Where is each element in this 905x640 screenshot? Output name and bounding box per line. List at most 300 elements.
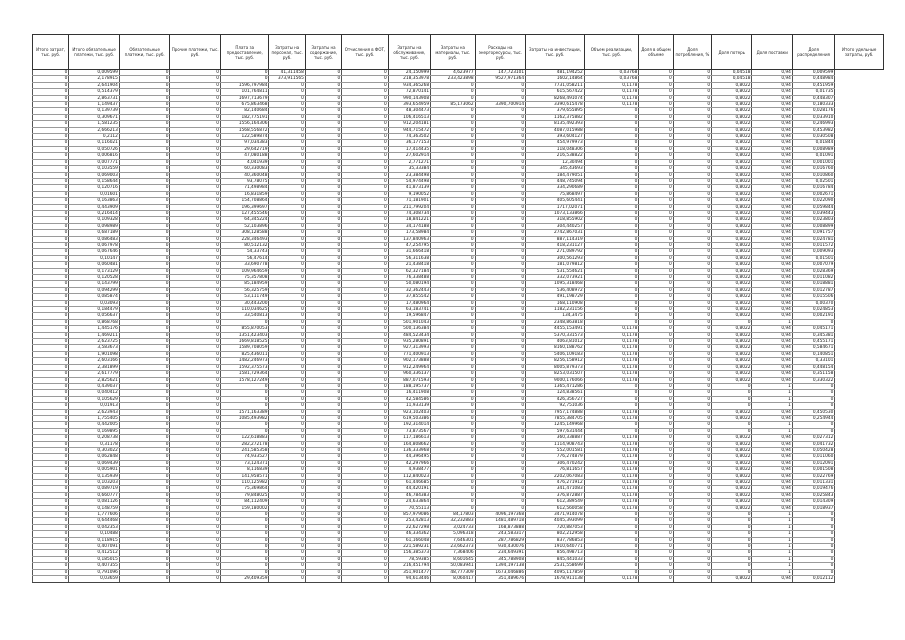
table-cell: 0 xyxy=(269,153,305,159)
table-cell: 0 xyxy=(170,268,221,274)
table-cell: 0,514379 xyxy=(69,89,120,95)
table-cell: 0,8022 xyxy=(712,217,752,223)
table-cell: 0 xyxy=(639,70,673,76)
table-cell: 0 xyxy=(431,198,475,204)
table-cell: 0 xyxy=(639,345,673,351)
table-cell: 0 xyxy=(475,140,526,146)
table-cell: 930,430076 xyxy=(475,544,526,550)
table-cell: 0 xyxy=(673,383,711,389)
table-cell: 2531,558699 xyxy=(526,563,585,569)
table-cell: 0 xyxy=(475,435,526,441)
table-cell: 0 xyxy=(673,146,711,152)
table-cell: 0 xyxy=(119,287,170,293)
table-cell: 0 xyxy=(305,569,341,575)
table-cell: 1678,911138 xyxy=(526,576,585,582)
table-cell: 0 xyxy=(305,556,341,562)
table-cell: 70,55113 xyxy=(388,505,430,511)
table-cell: 0 xyxy=(342,249,388,255)
table-cell: 0 xyxy=(431,166,475,172)
table-cell: 0 xyxy=(431,217,475,223)
table-cell: 0 xyxy=(305,492,341,498)
table-cell: 0 xyxy=(584,191,639,197)
table-cell: 110,034625 xyxy=(220,307,269,313)
table-cell: 0 xyxy=(639,230,673,236)
table-cell: 0 xyxy=(792,569,834,575)
table-cell: 1 xyxy=(752,383,792,389)
table-cell: 0,018937 xyxy=(792,505,834,511)
table-cell: 0 xyxy=(475,198,526,204)
table-cell: 935,280891 xyxy=(388,339,430,345)
table-cell: 0 xyxy=(431,255,475,261)
table-cell: 0 xyxy=(431,178,475,184)
table-cell: 0 xyxy=(639,89,673,95)
table-cell: 845,441033 xyxy=(526,556,585,562)
table-cell: 0 xyxy=(119,242,170,248)
table-cell: 0,8022 xyxy=(712,153,752,159)
table-cell: 0,069003 xyxy=(69,172,120,178)
table-cell: 0 xyxy=(639,358,673,364)
table-cell: 0 xyxy=(639,332,673,338)
table-cell: 0,024781 xyxy=(792,236,834,242)
table-cell: 0 xyxy=(639,486,673,492)
table-cell: 164,808662 xyxy=(388,441,430,447)
table-cell: 0,022090 xyxy=(792,198,834,204)
table-cell: 0 xyxy=(33,307,69,313)
table-cell: 0 xyxy=(584,518,639,524)
table-cell: 0 xyxy=(170,428,221,434)
table-cell: 0 xyxy=(220,569,269,575)
table-cell: 0 xyxy=(475,441,526,447)
table-cell: 8253,031507 xyxy=(526,371,585,377)
table-cell: 0 xyxy=(342,460,388,466)
table-cell: 0 xyxy=(342,217,388,223)
table-cell: 0 xyxy=(342,531,388,537)
table-cell: 0 xyxy=(119,332,170,338)
table-cell: 0 xyxy=(639,191,673,197)
table-cell: 0 xyxy=(673,249,711,255)
table-cell: 1717,02071 xyxy=(526,204,585,210)
table-cell: 41,873139 xyxy=(388,185,430,191)
table-cell: 50,080194 xyxy=(388,281,430,287)
table-cell: 0 xyxy=(119,204,170,210)
table-cell: 0,1178 xyxy=(584,492,639,498)
table-cell: 0,1178 xyxy=(584,339,639,345)
table-cell: 1 xyxy=(752,550,792,556)
table-cell: 0 xyxy=(33,108,69,114)
table-cell: 0,1178 xyxy=(584,435,639,441)
table-cell: 345,43693 xyxy=(526,166,585,172)
table-cell: 0 xyxy=(639,313,673,319)
table-cell: 0,059844 xyxy=(792,204,834,210)
table-cell: 0 xyxy=(475,89,526,95)
table-cell: 0 xyxy=(269,230,305,236)
table-cell: 0 xyxy=(119,576,170,582)
column-header: Затраты на материалы, тыс. руб. xyxy=(431,35,475,70)
table-cell: 0 xyxy=(119,358,170,364)
table-cell: 0 xyxy=(305,166,341,172)
table-cell: 0 xyxy=(269,486,305,492)
table-cell: 484,523434 xyxy=(388,332,430,338)
table-cell: 0,453982 xyxy=(792,127,834,133)
table-cell: 0 xyxy=(170,326,221,332)
table-cell: 990,143908 xyxy=(388,95,430,101)
table-cell: 0 xyxy=(475,114,526,120)
table-cell: 0,868768 xyxy=(69,319,120,325)
table-cell: 0 xyxy=(305,204,341,210)
table-cell: 0,94 xyxy=(752,102,792,108)
table-cell: 0 xyxy=(673,172,711,178)
table-cell: 0 xyxy=(584,134,639,140)
table-cell: 0 xyxy=(342,563,388,569)
table-cell: 0,448154 xyxy=(792,364,834,370)
table-cell: 0 xyxy=(119,550,170,556)
table-cell: 0 xyxy=(305,159,341,165)
table-cell: 0 xyxy=(475,153,526,159)
table-cell: 0,027312 xyxy=(792,435,834,441)
table-cell: 4455,153491 xyxy=(526,326,585,332)
table-cell: 85,173062 xyxy=(431,102,475,108)
table-cell: 282,272178 xyxy=(220,441,269,447)
table-cell: 0 xyxy=(342,403,388,409)
table-cell: 0 xyxy=(673,396,711,402)
table-cell: 52,103896 xyxy=(220,223,269,229)
table-cell: 7731,058211 xyxy=(526,82,585,88)
table-cell: 0 xyxy=(305,172,341,178)
table-cell: 0 xyxy=(792,531,834,537)
table-cell: 0 xyxy=(119,422,170,428)
table-cell: 0 xyxy=(712,383,752,389)
table-cell: 0,94 xyxy=(752,326,792,332)
table-cell: 0 xyxy=(119,114,170,120)
table-cell: 0,8022 xyxy=(712,499,752,505)
table-cell: 0 xyxy=(673,82,711,88)
table-cell: 0 xyxy=(119,313,170,319)
table-cell: 0 xyxy=(584,307,639,313)
table-cell: 0 xyxy=(33,351,69,357)
table-cell: 0 xyxy=(170,550,221,556)
table-cell: 0 xyxy=(639,518,673,524)
table-cell: 912,204181 xyxy=(388,121,430,127)
table-cell: 0 xyxy=(170,70,221,76)
table-cell: 0,050428 xyxy=(792,447,834,453)
table-cell: 0 xyxy=(33,332,69,338)
table-cell: 0,94 xyxy=(752,121,792,127)
table-cell: 0,94 xyxy=(752,371,792,377)
table-cell: 0 xyxy=(119,166,170,172)
table-cell: 0 xyxy=(305,512,341,518)
table-cell: 0 xyxy=(639,403,673,409)
table-cell: 0,94 xyxy=(752,492,792,498)
table-cell: 0,1178 xyxy=(584,486,639,492)
table-cell: 0 xyxy=(639,140,673,146)
table-cell: 0 xyxy=(33,319,69,325)
table-cell: 0 xyxy=(170,383,221,389)
table-cell: 0 xyxy=(220,422,269,428)
table-cell: 0 xyxy=(220,537,269,543)
table-cell: 0,94 xyxy=(752,191,792,197)
table-cell: 0 xyxy=(475,480,526,486)
table-cell: 0 xyxy=(639,563,673,569)
table-cell: 0 xyxy=(119,198,170,204)
table-cell: 241,585358 xyxy=(220,447,269,453)
table-cell: 0,8022 xyxy=(712,95,752,101)
table-cell: 597,631444 xyxy=(526,428,585,434)
table-cell: 0 xyxy=(305,460,341,466)
table-cell: 0 xyxy=(584,428,639,434)
table-cell: 0 xyxy=(584,153,639,159)
table-cell: 0,94 xyxy=(752,242,792,248)
table-cell: 0 xyxy=(305,210,341,216)
table-cell: 0 xyxy=(475,287,526,293)
table-cell: 0 xyxy=(119,191,170,197)
table-cell: 0 xyxy=(712,544,752,550)
table-cell: 0 xyxy=(639,146,673,152)
table-cell: 0 xyxy=(220,550,269,556)
table-cell: 0 xyxy=(673,185,711,191)
table-cell: 73,124371 xyxy=(220,460,269,466)
table-cell: 0 xyxy=(269,537,305,543)
table-cell: 418,231127 xyxy=(526,242,585,248)
table-cell: 0,002671 xyxy=(792,191,834,197)
table-cell: 0 xyxy=(305,223,341,229)
table-cell: 0 xyxy=(33,89,69,95)
table-cell: 0 xyxy=(475,409,526,415)
table-cell: 243,583317 xyxy=(475,531,526,537)
table-cell: 0 xyxy=(170,460,221,466)
table-cell: 0 xyxy=(475,454,526,460)
table-cell: 0,028369 xyxy=(792,268,834,274)
table-cell: 0,8022 xyxy=(712,262,752,268)
table-cell: 0 xyxy=(431,339,475,345)
table-cell: 0 xyxy=(33,435,69,441)
table-cell: 0 xyxy=(305,524,341,530)
table-cell: 0 xyxy=(119,480,170,486)
table-cell: 0 xyxy=(584,300,639,306)
table-cell: 64,345224 xyxy=(220,217,269,223)
table-cell: 771,400913 xyxy=(388,351,430,357)
table-cell: 0 xyxy=(33,134,69,140)
table-cell: 0 xyxy=(639,371,673,377)
table-cell: 48,304473 xyxy=(388,108,430,114)
table-cell: 0 xyxy=(342,223,388,229)
table-cell: 0 xyxy=(712,537,752,543)
table-cell: 0 xyxy=(269,326,305,332)
table-cell: 379,655895 xyxy=(526,108,585,114)
table-cell: 0,8022 xyxy=(712,204,752,210)
table-cell: 0 xyxy=(170,230,221,236)
table-cell: 0 xyxy=(305,435,341,441)
table-cell: 0,006816 xyxy=(69,153,120,159)
table-cell: 61,166048 xyxy=(388,537,430,543)
table-cell: 0 xyxy=(33,70,69,76)
table-cell: 0 xyxy=(170,556,221,562)
table-cell: 334,290689 xyxy=(526,185,585,191)
table-cell: 1162,375882 xyxy=(526,114,585,120)
table-cell: 0 xyxy=(431,415,475,421)
table-cell: 0,94 xyxy=(752,230,792,236)
table-cell: 0,062848 xyxy=(69,454,120,460)
table-cell: 0 xyxy=(269,396,305,402)
table-cell: 855,870053 xyxy=(220,326,269,332)
table-cell: 0 xyxy=(584,249,639,255)
table-cell: 0 xyxy=(342,492,388,498)
table-cell: 2,863731 xyxy=(69,95,120,101)
table-cell: 8,601645 xyxy=(431,556,475,562)
table-cell: 0,33101 xyxy=(792,358,834,364)
table-cell: 0 xyxy=(305,544,341,550)
table-cell: 0 xyxy=(33,518,69,524)
column-header: Доля поставки xyxy=(752,35,792,70)
table-cell: 0 xyxy=(305,377,341,383)
table-cell: 0 xyxy=(673,313,711,319)
table-cell: 0 xyxy=(170,223,221,229)
table-cell: 0 xyxy=(673,255,711,261)
table-cell: 46,784383 xyxy=(388,492,430,498)
table-cell: 0 xyxy=(33,210,69,216)
table-cell: 0 xyxy=(33,275,69,281)
table-cell: 0 xyxy=(170,319,221,325)
table-cell: 0 xyxy=(431,108,475,114)
table-cell: 536,408972 xyxy=(526,287,585,293)
table-cell: 0,94 xyxy=(752,249,792,255)
table-cell: 0 xyxy=(170,576,221,582)
table-cell: 1 xyxy=(752,524,792,530)
table-cell: 0,069439 xyxy=(69,460,120,466)
table-cell: 0 xyxy=(269,428,305,434)
table-cell: 0 xyxy=(342,140,388,146)
table-cell: 0 xyxy=(475,121,526,127)
table-cell: 0 xyxy=(119,102,170,108)
table-cell: 0 xyxy=(673,371,711,377)
table-cell: 0 xyxy=(431,473,475,479)
table-cell: 0 xyxy=(170,236,221,242)
table-cell: 0,030508 xyxy=(792,134,834,140)
table-cell: 181,079812 xyxy=(526,262,585,268)
table-cell: 0 xyxy=(639,550,673,556)
table-cell: 0,011572 xyxy=(792,242,834,248)
table-cell: 0 xyxy=(269,371,305,377)
table-cell: 0,687189 xyxy=(69,230,120,236)
table-cell: 0 xyxy=(639,255,673,261)
table-cell: 29,409359 xyxy=(220,576,269,582)
table-cell: 71,498984 xyxy=(220,185,269,191)
table-cell: 0,025843 xyxy=(792,492,834,498)
table-cell: 1,149437 xyxy=(69,102,120,108)
table-cell: 0 xyxy=(475,383,526,389)
table-cell: 0 xyxy=(584,268,639,274)
table-cell: 0 xyxy=(584,550,639,556)
table-cell: 0 xyxy=(431,351,475,357)
table-cell: 0,1178 xyxy=(584,82,639,88)
table-cell: 0 xyxy=(431,428,475,434)
table-cell: 0,2112 xyxy=(69,134,120,140)
table-cell: 0 xyxy=(673,70,711,76)
table-cell: 0,02501 xyxy=(792,178,834,184)
table-cell: 84,112409 xyxy=(220,499,269,505)
table-cell: 0,94 xyxy=(752,332,792,338)
table-cell: 1,901098 xyxy=(69,351,120,357)
table-cell: 0 xyxy=(269,146,305,152)
table-cell: 0 xyxy=(119,556,170,562)
column-header: Итого обязательные платежи, тыс. руб. xyxy=(69,35,120,70)
table-cell: 0 xyxy=(342,390,388,396)
table-cell: 0 xyxy=(33,230,69,236)
table-cell: 0 xyxy=(342,454,388,460)
table-cell: 0,01913 xyxy=(69,403,120,409)
table-cell: 0 xyxy=(220,531,269,537)
table-cell: 196,399697 xyxy=(220,204,269,210)
table-cell: 0 xyxy=(431,403,475,409)
table-cell: 0,03768 xyxy=(584,70,639,76)
table-cell: 0 xyxy=(119,460,170,466)
table-cell: 1581,729364 xyxy=(220,371,269,377)
table-cell: 0 xyxy=(170,294,221,300)
table-cell: 0 xyxy=(33,383,69,389)
table-cell: 0,012112 xyxy=(792,576,834,582)
table-cell: 0 xyxy=(33,467,69,473)
table-cell: 0,94 xyxy=(752,114,792,120)
table-cell: 0,94 xyxy=(752,172,792,178)
table-cell: 0,185015 xyxy=(69,556,120,562)
table-cell: 0 xyxy=(33,447,69,453)
table-cell: 0,1178 xyxy=(584,364,639,370)
table-cell: 137,840963 xyxy=(388,236,430,242)
table-cell: 0 xyxy=(305,281,341,287)
table-cell: 0 xyxy=(475,223,526,229)
table-cell: 0 xyxy=(170,313,221,319)
table-cell: 360,338887 xyxy=(526,435,585,441)
table-cell: 253,42813 xyxy=(388,518,430,524)
table-cell: 1481,489718 xyxy=(475,518,526,524)
table-cell: 0 xyxy=(119,441,170,447)
table-cell: 0,8022 xyxy=(712,255,752,261)
table-cell: 1394,197138 xyxy=(475,563,526,569)
table-cell: 0,04518 xyxy=(712,70,752,76)
table-cell: 4045,393099 xyxy=(526,518,585,524)
table-cell: 0 xyxy=(33,569,69,575)
table-cell: 0 xyxy=(584,127,639,133)
table-cell: 0,028176 xyxy=(792,108,834,114)
table-cell: 0 xyxy=(639,114,673,120)
table-cell: 5406,109183 xyxy=(526,351,585,357)
table-cell: 856,498713 xyxy=(526,550,585,556)
table-cell: 0,1178 xyxy=(584,332,639,338)
table-cell: 48,777309 xyxy=(431,569,475,575)
table-cell: 0 xyxy=(342,236,388,242)
table-cell: 0 xyxy=(170,121,221,127)
table-cell: 0 xyxy=(33,102,69,108)
table-cell: 50,083941 xyxy=(431,563,475,569)
table-cell: 1 xyxy=(752,563,792,569)
table-cell: 0,94 xyxy=(752,223,792,229)
table-cell: 0 xyxy=(639,415,673,421)
table-cell: 0 xyxy=(305,185,341,191)
table-cell: 0 xyxy=(119,351,170,357)
table-cell: 0 xyxy=(342,351,388,357)
table-cell: 0,94 xyxy=(752,358,792,364)
table-cell: 0 xyxy=(475,403,526,409)
table-cell: 0 xyxy=(269,223,305,229)
table-cell: 0 xyxy=(673,480,711,486)
table-cell: 0 xyxy=(305,345,341,351)
table-cell: 0 xyxy=(170,242,221,248)
table-cell: 0 xyxy=(673,134,711,140)
table-cell: 24,150999 xyxy=(388,70,430,76)
table-cell: 0,94 xyxy=(752,339,792,345)
table-cell: 0,8022 xyxy=(712,326,752,332)
table-cell: 9000,176066 xyxy=(526,377,585,383)
table-row xyxy=(33,576,884,582)
